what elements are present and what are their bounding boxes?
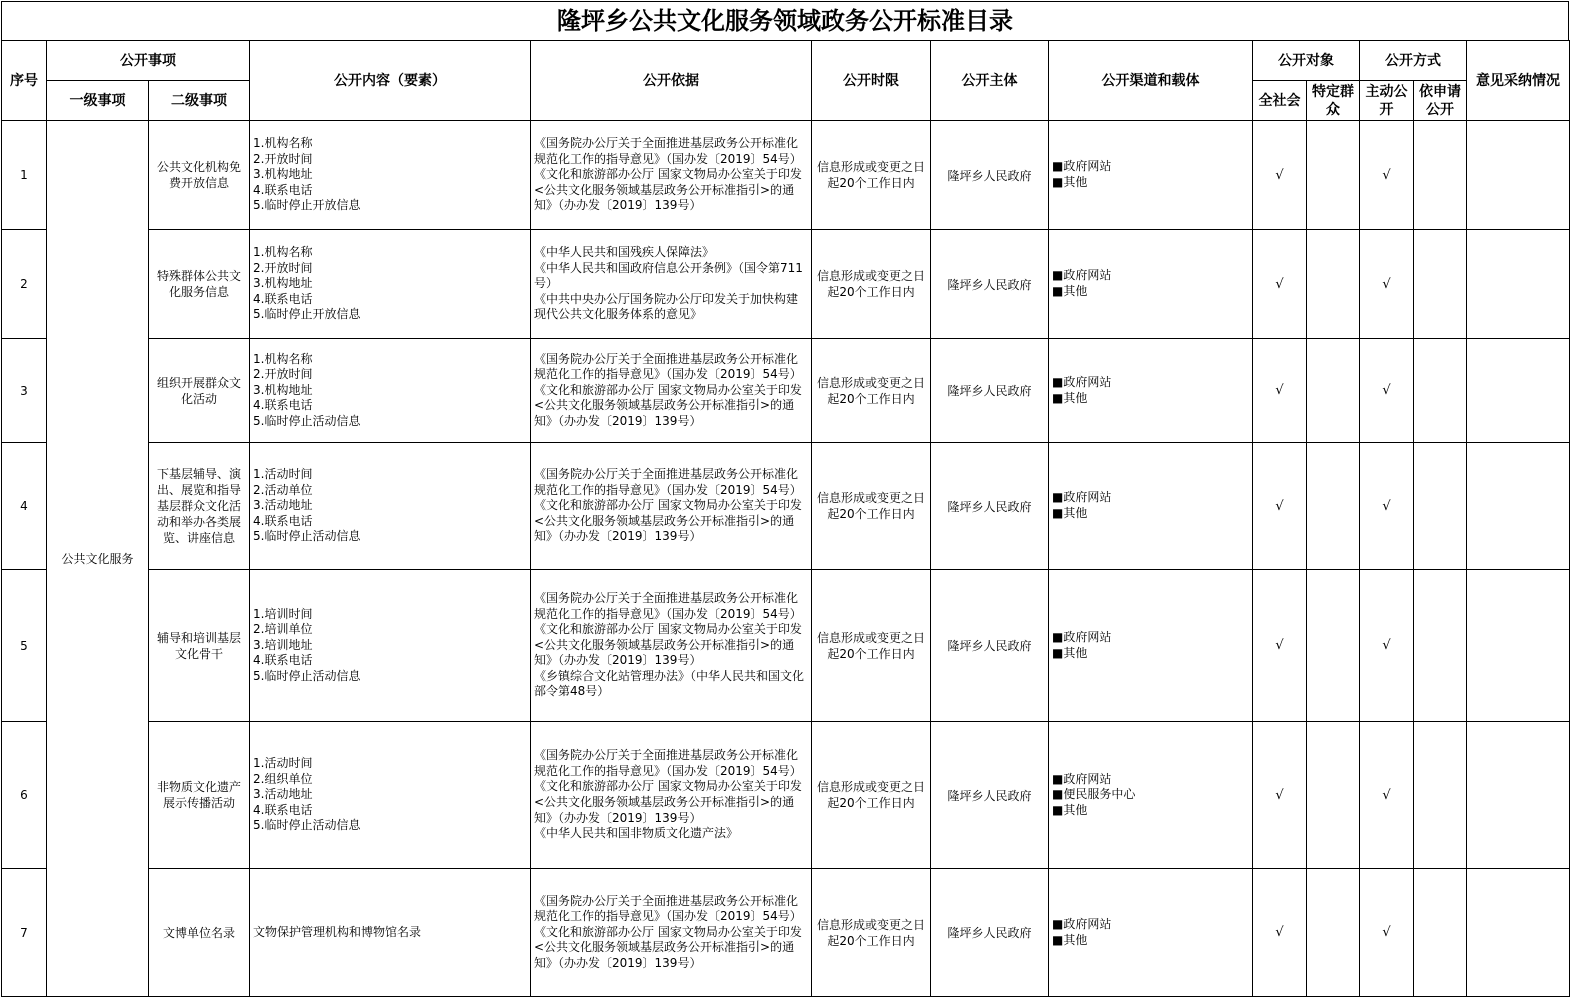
- header-seq: 序号: [2, 41, 47, 121]
- content-cell-line: 2.组织单位: [253, 771, 313, 786]
- timelimit-cell: 信息形成或变更之日起20个工作日内: [812, 570, 931, 722]
- check-all-society: √: [1253, 869, 1307, 997]
- subject-cell: 隆坪乡人民政府: [931, 443, 1049, 570]
- basis-cell-line: 《国务院办公厅关于全面推进基层政务公开标准化规范化工作的指导意见》（国办发〔2019〕54号）: [534, 136, 802, 166]
- subject-cell: 隆坪乡人民政府: [931, 230, 1049, 339]
- timelimit-cell: 信息形成或变更之日起20个工作日内: [812, 722, 931, 869]
- content-cell-line: 文物保护管理机构和博物馆名录: [253, 924, 422, 939]
- check-active-disclosure: √: [1360, 230, 1414, 339]
- header-feedback: 意见采纳情况: [1467, 41, 1570, 121]
- table-row: [2, 722, 1570, 869]
- content-cell-line: 2.培训单位: [253, 622, 313, 637]
- level2-cell: 辅导和培训基层文化骨干: [149, 570, 250, 722]
- content-cell-line: 5.临时停止活动信息: [253, 668, 361, 683]
- content-cell-line: 1.活动时间: [253, 467, 313, 482]
- content-cell-line: 3.机构地址: [253, 167, 313, 182]
- timelimit-cell: 信息形成或变更之日起20个工作日内: [812, 869, 931, 997]
- content-cell: [250, 869, 531, 997]
- seq-cell: 7: [2, 869, 47, 997]
- header-level1: 一级事项: [47, 81, 149, 121]
- check-active-disclosure: √: [1360, 570, 1414, 722]
- basis-cell-line: 《文化和旅游部办公厅 国家文物局办公室关于印发<公共文化服务领域基层政务公开标准指引>的通知》（办办发〔2019〕139号）: [534, 779, 802, 825]
- catalog-table: [1, 40, 1570, 997]
- content-cell-line: 3.培训地址: [253, 637, 313, 652]
- basis-cell: [531, 339, 812, 443]
- basis-cell: [531, 121, 812, 230]
- level2-cell: 特殊群体公共文化服务信息: [149, 230, 250, 339]
- content-cell-line: 5.临时停止开放信息: [253, 307, 361, 322]
- feedback-cell: [1467, 869, 1570, 997]
- basis-cell: [531, 869, 812, 997]
- basis-cell-line: 《文化和旅游部办公厅 国家文物局办公室关于印发<公共文化服务领域基层政务公开标准指引>的通知》（办办发〔2019〕139号）: [534, 382, 802, 428]
- channel-cell-line: ■政府网站: [1052, 629, 1112, 644]
- basis-cell-line: 《文化和旅游部办公厅 国家文物局办公室关于印发<公共文化服务领域基层政务公开标准指引>的通知》（办办发〔2019〕139号）: [534, 498, 802, 544]
- seq-cell: 2: [2, 230, 47, 339]
- check-specific-group: [1307, 869, 1360, 997]
- check-specific-group: [1307, 230, 1360, 339]
- basis-cell-line: 《中华人民共和国残疾人保障法》: [534, 245, 715, 260]
- channel-cell-line: ■政府网站: [1052, 268, 1112, 283]
- basis-cell-line: 《国务院办公厅关于全面推进基层政务公开标准化规范化工作的指导意见》（国办发〔2019〕54号）: [534, 467, 802, 497]
- content-cell-line: 1.机构名称: [253, 351, 313, 366]
- basis-cell-line: 《文化和旅游部办公厅 国家文物局办公室关于印发<公共文化服务领域基层政务公开标准指引>的通知》（办办发〔2019〕139号）: [534, 622, 802, 668]
- content-cell-line: 4.联系电话: [253, 182, 313, 197]
- check-all-society: √: [1253, 121, 1307, 230]
- header-method-active: 主动公开: [1360, 81, 1414, 121]
- subject-cell: 隆坪乡人民政府: [931, 722, 1049, 869]
- table-row: [2, 230, 1570, 339]
- check-active-disclosure: √: [1360, 339, 1414, 443]
- seq-cell: 5: [2, 570, 47, 722]
- timelimit-cell: 信息形成或变更之日起20个工作日内: [812, 339, 931, 443]
- channel-cell: [1049, 443, 1253, 570]
- table-row: [2, 339, 1570, 443]
- seq-cell: 1: [2, 121, 47, 230]
- table-row: [2, 121, 1570, 230]
- check-specific-group: [1307, 722, 1360, 869]
- content-cell-line: 3.机构地址: [253, 276, 313, 291]
- content-cell-line: 2.开放时间: [253, 260, 313, 275]
- feedback-cell: [1467, 230, 1570, 339]
- level2-cell: 公共文化机构免费开放信息: [149, 121, 250, 230]
- basis-cell-line: 《国务院办公厅关于全面推进基层政务公开标准化规范化工作的指导意见》（国办发〔2019〕54号）: [534, 590, 802, 621]
- basis-cell-line: 《乡镇综合文化站管理办法》（中华人民共和国文化部令第48号）: [534, 668, 805, 699]
- content-cell-line: 5.临时停止活动信息: [253, 413, 361, 428]
- content-cell: [250, 570, 531, 722]
- level2-cell: 非物质文化遗产展示传播活动: [149, 722, 250, 869]
- check-apply-disclosure: [1414, 121, 1467, 230]
- check-specific-group: [1307, 339, 1360, 443]
- level1-cell: 公共文化服务: [47, 121, 149, 997]
- check-apply-disclosure: [1414, 869, 1467, 997]
- feedback-cell: [1467, 722, 1570, 869]
- timelimit-cell: 信息形成或变更之日起20个工作日内: [812, 230, 931, 339]
- content-cell-line: 4.联系电话: [253, 513, 313, 528]
- feedback-cell: [1467, 443, 1570, 570]
- check-apply-disclosure: [1414, 722, 1467, 869]
- basis-cell-line: 《中华人民共和国非物质文化遗产法》: [534, 826, 739, 841]
- check-apply-disclosure: [1414, 339, 1467, 443]
- channel-cell-line: ■便民服务中心: [1052, 787, 1136, 802]
- basis-cell-line: 《国务院办公厅关于全面推进基层政务公开标准化规范化工作的指导意见》（国办发〔2019〕54号）: [534, 351, 802, 382]
- check-active-disclosure: √: [1360, 121, 1414, 230]
- content-cell-line: 3.活动地址: [253, 787, 313, 802]
- channel-cell-line: ■政府网站: [1052, 916, 1112, 931]
- header-content: 公开内容（要素）: [250, 41, 531, 121]
- header-target: 公开对象: [1253, 41, 1360, 81]
- content-cell-line: 4.联系电话: [253, 398, 313, 413]
- check-specific-group: [1307, 570, 1360, 722]
- header-target-all: 全社会: [1253, 81, 1307, 121]
- basis-cell-line: 《国务院办公厅关于全面推进基层政务公开标准化规范化工作的指导意见》（国办发〔2019〕54号）: [534, 893, 802, 924]
- feedback-cell: [1467, 570, 1570, 722]
- content-cell-line: 2.开放时间: [253, 151, 313, 166]
- check-active-disclosure: √: [1360, 443, 1414, 570]
- subject-cell: 隆坪乡人民政府: [931, 339, 1049, 443]
- content-cell: [250, 121, 531, 230]
- channel-cell-line: ■政府网站: [1052, 490, 1112, 505]
- header-channel: 公开渠道和载体: [1049, 41, 1253, 121]
- channel-cell: [1049, 869, 1253, 997]
- header-timelimit: 公开时限: [812, 41, 931, 121]
- channel-cell: [1049, 121, 1253, 230]
- table-row: [2, 443, 1570, 570]
- header-method-apply: 依申请公开: [1414, 81, 1467, 121]
- content-cell-line: 1.培训时间: [253, 606, 313, 621]
- channel-cell: [1049, 339, 1253, 443]
- check-all-society: √: [1253, 339, 1307, 443]
- page-title: 隆坪乡公共文化服务领域政务公开标准目录: [1, 1, 1569, 40]
- content-cell-line: 3.活动地址: [253, 498, 313, 513]
- header-basis: 公开依据: [531, 41, 812, 121]
- channel-cell-line: ■政府网站: [1052, 159, 1112, 174]
- content-cell-line: 2.活动单位: [253, 482, 313, 497]
- header-level2: 二级事项: [149, 81, 250, 121]
- check-specific-group: [1307, 121, 1360, 230]
- timelimit-cell: 信息形成或变更之日起20个工作日内: [812, 121, 931, 230]
- feedback-cell: [1467, 339, 1570, 443]
- channel-cell-line: ■政府网站: [1052, 771, 1112, 786]
- check-active-disclosure: √: [1360, 869, 1414, 997]
- basis-cell-line: 《中华人民共和国政府信息公开条例》（国令第711号）: [534, 260, 803, 291]
- content-cell-line: 1.机构名称: [253, 245, 313, 260]
- basis-cell-line: 《中共中央办公厅国务院办公厅印发关于加快构建现代公共文化服务体系的意见》: [534, 291, 799, 322]
- level2-cell: 组织开展群众文化活动: [149, 339, 250, 443]
- header-items: 公开事项: [47, 41, 250, 81]
- table-row: [2, 570, 1570, 722]
- channel-cell: [1049, 230, 1253, 339]
- feedback-cell: [1467, 121, 1570, 230]
- check-all-society: √: [1253, 722, 1307, 869]
- header-row-1: [2, 41, 1570, 81]
- level2-cell: 文博单位名录: [149, 869, 250, 997]
- catalog-sheet: [1, 1, 1569, 997]
- content-cell-line: 2.开放时间: [253, 367, 313, 382]
- check-active-disclosure: √: [1360, 722, 1414, 869]
- timelimit-cell: 信息形成或变更之日起20个工作日内: [812, 443, 931, 570]
- content-cell-line: 1.活动时间: [253, 756, 313, 771]
- check-apply-disclosure: [1414, 443, 1467, 570]
- channel-cell: [1049, 722, 1253, 869]
- basis-cell-line: 《文化和旅游部办公厅 国家文物局办公室关于印发<公共文化服务领域基层政务公开标准指引>的通知》（办办发〔2019〕139号）: [534, 167, 802, 213]
- channel-cell: [1049, 570, 1253, 722]
- content-cell-line: 4.联系电话: [253, 653, 313, 668]
- channel-cell-line: ■其他: [1052, 932, 1088, 947]
- channel-cell-line: ■其他: [1052, 802, 1088, 817]
- check-all-society: √: [1253, 443, 1307, 570]
- content-cell-line: 4.联系电话: [253, 802, 313, 817]
- basis-cell: [531, 230, 812, 339]
- basis-cell-line: 《文化和旅游部办公厅 国家文物局办公室关于印发<公共文化服务领域基层政务公开标准指引>的通知》（办办发〔2019〕139号）: [534, 924, 802, 970]
- check-apply-disclosure: [1414, 570, 1467, 722]
- table-row: [2, 869, 1570, 997]
- channel-cell-line: ■其他: [1052, 506, 1088, 520]
- content-cell-line: 5.临时停止活动信息: [253, 529, 361, 544]
- check-specific-group: [1307, 443, 1360, 570]
- content-cell: [250, 443, 531, 570]
- content-cell: [250, 230, 531, 339]
- header-target-specific: 特定群众: [1307, 81, 1360, 121]
- subject-cell: 隆坪乡人民政府: [931, 121, 1049, 230]
- content-cell: [250, 722, 531, 869]
- channel-cell-line: ■其他: [1052, 645, 1088, 660]
- basis-cell: [531, 443, 812, 570]
- basis-cell-line: 《国务院办公厅关于全面推进基层政务公开标准化规范化工作的指导意见》（国办发〔2019〕54号）: [534, 748, 802, 778]
- content-cell-line: 5.临时停止开放信息: [253, 198, 361, 213]
- seq-cell: 3: [2, 339, 47, 443]
- subject-cell: 隆坪乡人民政府: [931, 869, 1049, 997]
- content-cell-line: 5.临时停止活动信息: [253, 818, 361, 833]
- check-all-society: √: [1253, 230, 1307, 339]
- subject-cell: 隆坪乡人民政府: [931, 570, 1049, 722]
- seq-cell: 4: [2, 443, 47, 570]
- check-apply-disclosure: [1414, 230, 1467, 339]
- level2-cell: 下基层辅导、演出、展览和指导基层群众文化活动和举办各类展览、讲座信息: [149, 443, 250, 570]
- header-method: 公开方式: [1360, 41, 1467, 81]
- channel-cell-line: ■其他: [1052, 175, 1088, 189]
- content-cell-line: 1.机构名称: [253, 136, 313, 151]
- header-subject: 公开主体: [931, 41, 1049, 121]
- catalog-body: [2, 121, 1570, 997]
- channel-cell-line: ■政府网站: [1052, 374, 1112, 389]
- channel-cell-line: ■其他: [1052, 284, 1088, 298]
- basis-cell: [531, 722, 812, 869]
- basis-cell: [531, 570, 812, 722]
- channel-cell-line: ■其他: [1052, 390, 1088, 405]
- seq-cell: 6: [2, 722, 47, 869]
- content-cell: [250, 339, 531, 443]
- check-all-society: √: [1253, 570, 1307, 722]
- content-cell-line: 4.联系电话: [253, 291, 313, 306]
- content-cell-line: 3.机构地址: [253, 382, 313, 397]
